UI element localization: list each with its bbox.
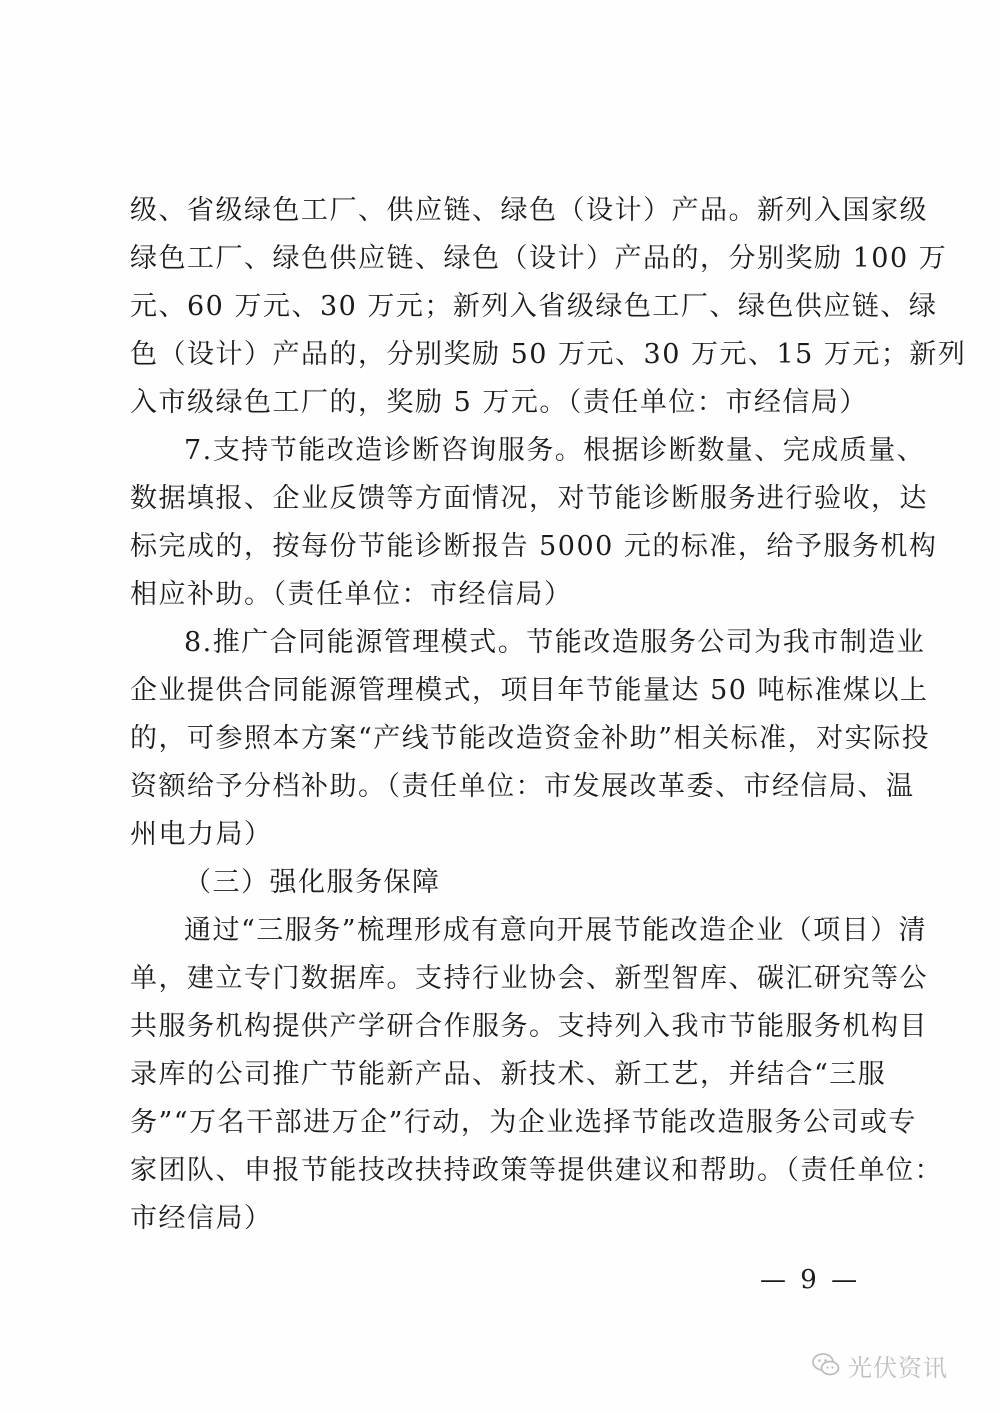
body-line-19: 录库的公司推广节能新产品、新技术、新工艺，并结合“三服 <box>130 1059 887 1090</box>
wechat-icon <box>812 1352 840 1378</box>
page-number: — 9 — <box>760 1265 861 1295</box>
watermark-text: 光伏资讯 <box>848 1353 948 1382</box>
body-line-13: 资额给予分档补助。（责任单位：市发展改革委、市经信局、温 <box>130 771 915 802</box>
body-line-17: 单，建立专门数据库。支持行业协会、新型智库、碳汇研究等公 <box>130 963 928 994</box>
item-7-heading-line: 7.支持节能改造诊断咨询服务。根据诊断数量、完成质量、 <box>184 435 926 466</box>
body-line-16: 通过“三服务”梳理形成有意向开展节能改造企业（项目）清 <box>184 915 928 946</box>
section-heading: （三）强化服务保障 <box>184 867 441 898</box>
body-line-8: 标完成的，按每份节能诊断报告 5000 元的标准，给予服务机构 <box>130 531 938 562</box>
watermark <box>812 1347 948 1383</box>
body-line-21: 家团队、申报节能技改扶持政策等提供建议和帮助。（责任单位： <box>130 1155 943 1186</box>
body-line-4: 色（设计）产品的，分别奖励 50 万元、30 万元、15 万元；新列 <box>130 339 967 370</box>
body-line-2: 绿色工厂、绿色供应链、绿色（设计）产品的，分别奖励 100 万 <box>130 243 948 274</box>
body-line-12: 的，可参照本方案“产线节能改造资金补助”相关标准，对实际投 <box>130 723 931 754</box>
body-line-5: 入市级绿色工厂的，奖励 5 万元。（责任单位：市经信局） <box>130 387 868 418</box>
item-8-heading-line: 8.推广合同能源管理模式。节能改造服务公司为我市制造业 <box>184 627 926 658</box>
body-line-7: 数据填报、企业反馈等方面情况，对节能诊断服务进行验收，达 <box>130 483 928 514</box>
body-line-22: 市经信局） <box>130 1203 273 1234</box>
body-line-18: 共服务机构提供产学研合作服务。支持列入我市节能服务机构目 <box>130 1011 928 1042</box>
body-line-20: 务”“万名干部进万企”行动，为企业选择节能改造服务公司或专 <box>130 1107 917 1138</box>
body-line-3: 元、60 万元、30 万元；新列入省级绿色工厂、绿色供应链、绿 <box>130 291 938 322</box>
body-line-14: 州电力局） <box>130 819 273 850</box>
body-line-9: 相应补助。（责任单位：市经信局） <box>130 579 573 610</box>
body-line-1: 级、省级绿色工厂、供应链、绿色（设计）产品。新列入国家级 <box>130 195 928 226</box>
body-line-11: 企业提供合同能源管理模式，项目年节能量达 50 吨标准煤以上 <box>130 675 929 706</box>
